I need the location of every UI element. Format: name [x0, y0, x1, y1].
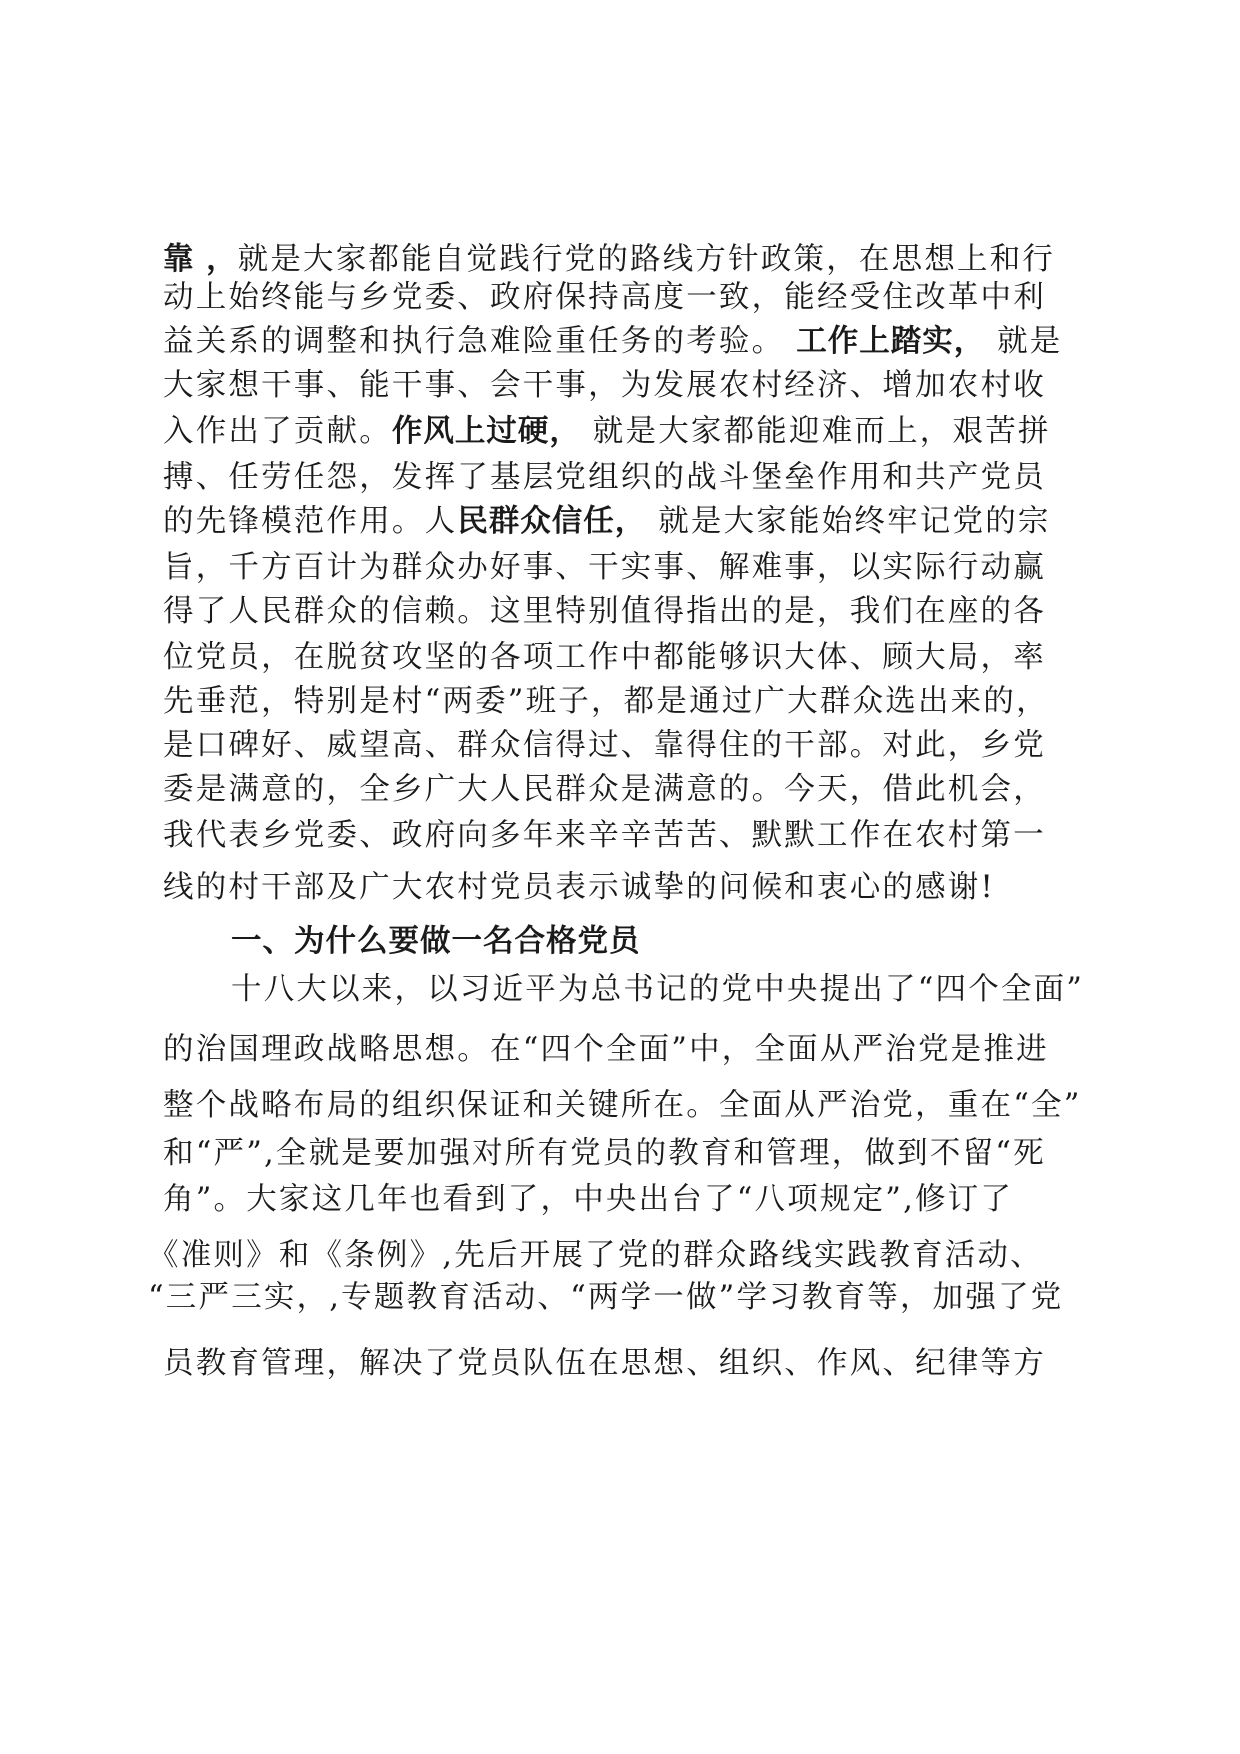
text-run: 大家想干事、能干事、会干事，为发展农村经济、增加农村收	[163, 368, 1046, 403]
text-line	[163, 456, 1046, 500]
heading-text: 一、为什么要做一名合格党员	[231, 924, 641, 959]
text-run: 员教育管理，解决了党员队伍在思想、组织、作风、纪律等方	[163, 1346, 1046, 1381]
text-run: 是口碑好、威望高、群众信得过、靠得住的干部。对此，乡党	[163, 728, 1046, 763]
text-line	[163, 680, 1049, 724]
text-line	[163, 1178, 1013, 1222]
text-line	[163, 276, 1046, 320]
text-line	[163, 866, 995, 910]
text-run: 委是满意的，全乡广大人民群众是满意的。今天，借此机会，	[163, 772, 1046, 807]
text-run: 我代表乡党委、政府向多年来辛辛苦苦、默默工作在农村第一	[163, 818, 1046, 853]
text-line	[163, 724, 1046, 768]
text-run: 和“严”,全就是要加强对所有党员的教育和管理，做到不留“死	[163, 1136, 1046, 1171]
bold-phrase: 靠 ，	[163, 242, 238, 277]
text-line	[163, 546, 1046, 590]
text-line	[163, 320, 1063, 364]
text-line	[148, 1276, 1063, 1320]
text-line	[163, 1132, 1046, 1176]
text-line	[163, 1028, 1049, 1072]
text-line	[148, 1234, 1043, 1278]
text-line	[163, 410, 1051, 454]
text-run: 就是大家都能迎难而上，艰苦拼	[580, 414, 1051, 449]
text-run: 十八大以来，以习近平为总书记的党中央提出了“四个全面”	[231, 972, 1085, 1007]
text-run: 位党员，在脱贫攻坚的各项工作中都能够识大体、顾大局，率	[163, 640, 1046, 675]
text-run: 动上始终能与乡党委、政府保持高度一致，能经受住改革中利	[163, 280, 1046, 315]
text-run: 角”。大家这几年也看到了，中央出台了“八项规定”,修订了	[163, 1182, 1014, 1217]
text-run: 旨，千方百计为群众办好事、干实事、解难事，以实际行动赢	[163, 550, 1046, 585]
text-line	[231, 968, 1084, 1012]
bold-phrase: 工作上踏实，	[796, 324, 986, 359]
text-run: 的先锋模范作用。人	[163, 504, 458, 539]
text-run: 《准则》和《条例》,先后开展了党的群众路线实践教育活动、	[148, 1238, 1043, 1273]
bold-phrase: 民群众信任，	[457, 504, 647, 539]
text-line	[163, 590, 1046, 634]
text-run: 益关系的调整和执行急难险重任务的考验。	[163, 324, 797, 359]
text-line	[163, 500, 1051, 544]
text-line	[163, 814, 1046, 858]
text-line	[163, 768, 1046, 812]
text-run: 就是	[985, 324, 1063, 359]
text-line	[163, 364, 1046, 408]
text-run: “三严三实，,专题教育活动、“两学一做”学习教育等，加强了党	[148, 1280, 1064, 1315]
section-heading	[231, 920, 641, 964]
text-line	[163, 636, 1046, 680]
text-run: 得了人民群众的信赖。这里特别值得指出的是，我们在座的各	[163, 594, 1046, 629]
text-run: 搏、任劳任怨，发挥了基层党组织的战斗堡垒作用和共产党员	[163, 460, 1046, 495]
text-run: 就是大家都能自觉践行党的路线方针政策，在思想上和行	[237, 242, 1056, 277]
bold-phrase: 作风上过硬，	[391, 414, 581, 449]
text-run: 整个战略布局的组织保证和关键所在。全面从严治党，重在“全”	[163, 1088, 1082, 1123]
text-run: 就是大家能始终牢记党的宗	[646, 504, 1051, 539]
text-run: 的治国理政战略思想。在“四个全面”中，全面从严治党是推进	[163, 1032, 1049, 1067]
text-run: 线的村干部及广大农村党员表示诚挚的问候和衷心的感谢!	[163, 870, 995, 905]
text-run: 先垂范，特别是村“两委”班子，都是通过广大群众选出来的，	[163, 684, 1049, 719]
text-line	[163, 1084, 1081, 1128]
text-line	[163, 1342, 1046, 1386]
text-run: 入作出了贡献。	[163, 414, 392, 449]
